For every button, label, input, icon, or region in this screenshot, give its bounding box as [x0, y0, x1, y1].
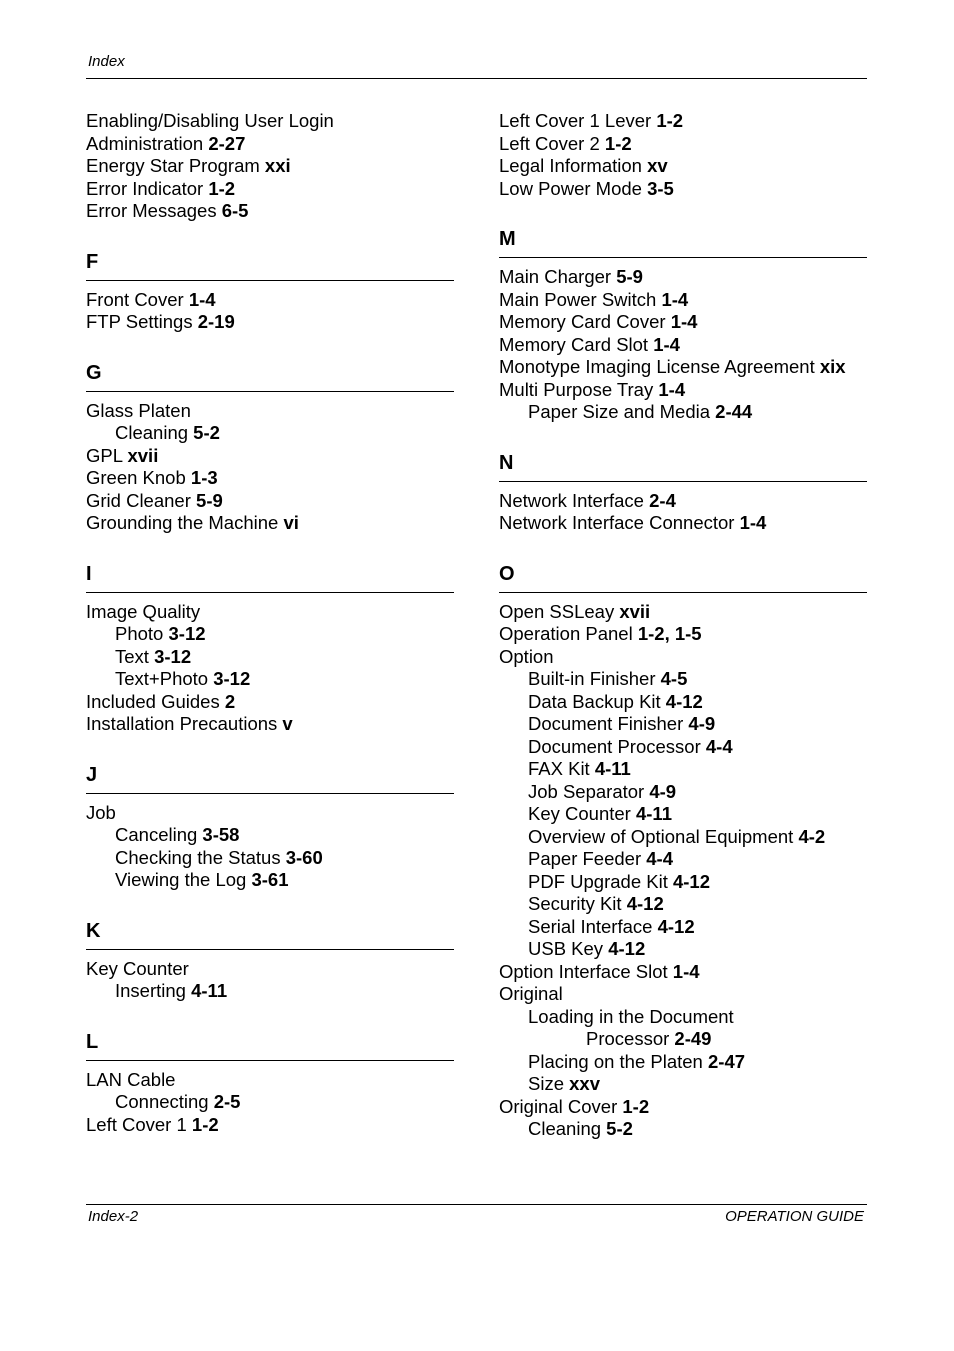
- index-entry: [86, 646, 454, 669]
- entry-term: Operation Panel: [499, 623, 633, 644]
- entry-page-ref: 1-3: [190, 467, 218, 488]
- entry-page-ref: 1-4: [672, 960, 700, 982]
- entry-page-ref: xv: [647, 155, 668, 176]
- entry-term: Connecting: [115, 1091, 209, 1112]
- index-entry: [86, 601, 454, 624]
- index-entry: [499, 356, 867, 379]
- entry-page-ref: 1-2: [208, 177, 236, 199]
- entry-term: Main Power Switch: [499, 288, 657, 310]
- entry-page-ref: 4-12: [626, 893, 664, 914]
- entry-term: Text: [115, 645, 149, 667]
- index-entry: [86, 445, 454, 468]
- section-letter: K: [86, 919, 454, 950]
- entry-page-ref: 4-11: [191, 980, 228, 1001]
- index-entry: [499, 736, 867, 759]
- entry-term: Photo: [115, 623, 164, 644]
- entry-term: USB Key: [528, 938, 604, 959]
- index-entry: [86, 1114, 454, 1137]
- entry-page-ref: 4-9: [649, 780, 677, 802]
- index-entry: [499, 334, 867, 357]
- index-section: [499, 562, 867, 1141]
- entry-page-ref: 2-5: [213, 1091, 241, 1112]
- entry-term: Glass Platen: [86, 399, 191, 421]
- entry-page-ref: xix: [819, 356, 846, 377]
- entry-term: GPL: [86, 444, 123, 466]
- index-entry: [499, 178, 867, 201]
- index-section: [86, 110, 454, 223]
- entry-page-ref: 4-12: [608, 938, 646, 959]
- index-entry: [499, 1006, 867, 1029]
- entry-term: Image Quality: [86, 600, 201, 622]
- entry-page-ref: 4-12: [665, 690, 703, 712]
- entry-term: Open SSLeay: [499, 600, 615, 622]
- entry-term: Original Cover: [499, 1095, 618, 1117]
- entry-term: Network Interface: [499, 489, 644, 511]
- entry-term: Serial Interface: [528, 915, 653, 937]
- entry-term: Key Counter: [86, 957, 189, 979]
- entry-page-ref: 1-4: [739, 512, 767, 533]
- entry-page-ref: 4-12: [657, 915, 695, 937]
- index-entry: [499, 1118, 867, 1141]
- index-section: [86, 1030, 454, 1137]
- entry-term: Built-in Finisher: [528, 668, 656, 689]
- section-letter: N: [499, 451, 867, 482]
- entry-term: Placing on the Platen: [528, 1050, 703, 1072]
- entry-page-ref: 2: [224, 690, 236, 712]
- entry-term: Administration: [86, 132, 204, 154]
- entry-term: Option: [499, 645, 554, 667]
- entry-page-ref: 4-9: [688, 713, 716, 734]
- entry-term: Left Cover 1 Lever: [499, 110, 652, 131]
- index-entry: [499, 266, 867, 289]
- entry-page-ref: 4-4: [646, 848, 674, 869]
- entry-page-ref: xvii: [619, 600, 651, 622]
- index-entry: [86, 133, 454, 156]
- section-letter: J: [86, 763, 454, 794]
- entry-page-ref: 4-11: [635, 803, 672, 824]
- entry-page-ref: 1-2: [622, 1095, 650, 1117]
- entry-term: Paper Size and Media: [528, 401, 711, 422]
- index-entry: [499, 691, 867, 714]
- index-entry: [499, 311, 867, 334]
- entry-page-ref: 1-2: [656, 110, 684, 131]
- entry-page-ref: 5-9: [616, 266, 643, 287]
- entry-page-ref: 2-19: [197, 311, 235, 332]
- header-rule: [86, 78, 867, 79]
- entry-term: PDF Upgrade Kit: [528, 870, 668, 892]
- entry-page-ref: 1-2: [191, 1113, 219, 1135]
- index-entry: [86, 802, 454, 825]
- index-entry: [499, 871, 867, 894]
- entry-page-ref: 2-27: [208, 132, 246, 154]
- section-letter: I: [86, 562, 454, 593]
- entry-term: Security Kit: [528, 893, 622, 914]
- entry-term: Original: [499, 983, 563, 1004]
- index-entry: [86, 311, 454, 334]
- index-section: [499, 227, 867, 424]
- index-entry: [86, 178, 454, 201]
- footer-page-number: Index-2: [88, 1208, 139, 1225]
- footer-rule: [86, 1204, 867, 1205]
- index-entry: [499, 601, 867, 624]
- index-entry: [499, 1028, 867, 1051]
- entry-page-ref: xvii: [127, 444, 159, 466]
- section-letter: M: [499, 227, 867, 258]
- entry-term: Processor: [586, 1028, 670, 1049]
- section-letter: G: [86, 361, 454, 392]
- entry-term: Error Messages: [86, 200, 217, 221]
- entry-term: Grounding the Machine: [86, 512, 279, 533]
- entry-page-ref: 1-4: [670, 311, 698, 332]
- index-entry: [499, 916, 867, 939]
- index-entry: [499, 401, 867, 424]
- index-entry: [499, 155, 867, 178]
- entry-term: Cleaning: [528, 1118, 602, 1139]
- entry-page-ref: 3-12: [154, 645, 192, 667]
- entry-term: Grid Cleaner: [86, 489, 191, 511]
- entry-page-ref: xxi: [264, 155, 291, 176]
- footer-guide-title: OPERATION GUIDE: [725, 1208, 864, 1225]
- entry-page-ref: 5-2: [606, 1118, 633, 1139]
- entry-term: Document Finisher: [528, 713, 684, 734]
- entry-term: Green Knob: [86, 467, 186, 488]
- section-letter: O: [499, 562, 867, 593]
- index-column-left: [86, 110, 454, 1136]
- index-entry: [86, 824, 454, 847]
- entry-page-ref: 4-5: [660, 668, 688, 689]
- entry-term: Text+Photo: [115, 668, 209, 689]
- index-section: [499, 110, 867, 200]
- entry-term: Key Counter: [528, 803, 631, 824]
- entry-page-ref: 3-12: [168, 623, 206, 644]
- index-entry: [86, 110, 454, 133]
- index-entry: [86, 1091, 454, 1114]
- index-entry: [499, 490, 867, 513]
- entry-term: Network Interface Connector: [499, 512, 735, 533]
- index-entry: [499, 848, 867, 871]
- entry-term: Main Charger: [499, 266, 612, 287]
- index-entry: [499, 1096, 867, 1119]
- index-entry: [499, 110, 867, 133]
- entry-page-ref: 3-58: [202, 824, 240, 845]
- index-entry: [86, 490, 454, 513]
- index-entry: [499, 983, 867, 1006]
- index-entry: [86, 512, 454, 535]
- entry-term: Energy Star Program: [86, 155, 260, 176]
- index-entry: [499, 668, 867, 691]
- index-entry: [499, 713, 867, 736]
- entry-term: Multi Purpose Tray: [499, 378, 654, 400]
- index-entry: [499, 1073, 867, 1096]
- entry-term: Checking the Status: [115, 846, 281, 868]
- index-entry: [499, 826, 867, 849]
- index-entry: [86, 155, 454, 178]
- entry-term: Loading in the Document: [528, 1005, 734, 1027]
- index-column-right: [499, 110, 867, 1141]
- index-entry: [499, 961, 867, 984]
- index-entry: [86, 289, 454, 312]
- index-section: [86, 361, 454, 535]
- entry-page-ref: 3-61: [251, 869, 289, 890]
- entry-term: Error Indicator: [86, 177, 204, 199]
- index-entry: [499, 803, 867, 826]
- index-entry: [86, 668, 454, 691]
- entry-term: Left Cover 1: [86, 1113, 187, 1135]
- entry-page-ref: 5-9: [196, 489, 223, 511]
- index-entry: [499, 379, 867, 402]
- entry-term: Low Power Mode: [499, 177, 642, 199]
- entry-term: FTP Settings: [86, 311, 193, 332]
- entry-page-ref: 2-47: [708, 1050, 746, 1072]
- index-entry: [499, 646, 867, 669]
- index-entry: [499, 1051, 867, 1074]
- index-entry: [86, 1069, 454, 1092]
- index-entry: [86, 847, 454, 870]
- entry-term: LAN Cable: [86, 1068, 176, 1090]
- index-entry: [86, 958, 454, 981]
- entry-term: Enabling/Disabling User Login: [86, 110, 334, 131]
- entry-term: Left Cover 2: [499, 132, 600, 154]
- entry-page-ref: 4-11: [594, 758, 631, 779]
- entry-page-ref: 3-60: [285, 846, 323, 868]
- section-letter: L: [86, 1030, 454, 1061]
- entry-page-ref: 4-12: [672, 870, 711, 892]
- entry-page-ref: 4-4: [705, 735, 733, 757]
- entry-term: Paper Feeder: [528, 848, 642, 869]
- entry-term: Memory Card Cover: [499, 311, 666, 332]
- index-entry: [499, 938, 867, 961]
- index-entry: [86, 869, 454, 892]
- entry-page-ref: 2-4: [649, 489, 676, 511]
- index-section: [86, 562, 454, 736]
- entry-page-ref: 1-4: [188, 288, 216, 310]
- entry-page-ref: 5-2: [193, 422, 220, 443]
- entry-term: Canceling: [115, 824, 198, 845]
- entry-term: Viewing the Log: [115, 869, 247, 890]
- entry-term: Inserting: [115, 980, 186, 1001]
- index-entry: [499, 289, 867, 312]
- entry-page-ref: 4-2: [798, 825, 826, 847]
- entry-term: FAX Kit: [528, 758, 590, 779]
- index-entry: [499, 133, 867, 156]
- index-entry: [86, 467, 454, 490]
- entry-term: Data Backup Kit: [528, 690, 661, 712]
- entry-term: Document Processor: [528, 735, 701, 757]
- entry-page-ref: xxv: [569, 1073, 601, 1094]
- entry-term: Included Guides: [86, 690, 220, 712]
- entry-page-ref: v: [282, 713, 293, 734]
- entry-page-ref: 1-4: [658, 378, 686, 400]
- entry-page-ref: 1-2, 1-5: [637, 623, 702, 644]
- entry-page-ref: vi: [283, 512, 299, 533]
- entry-term: Overview of Optional Equipment: [528, 825, 794, 847]
- entry-page-ref: 2-44: [715, 401, 753, 422]
- entry-page-ref: 1-4: [661, 288, 689, 310]
- index-entry: [499, 893, 867, 916]
- entry-term: Job: [86, 801, 116, 823]
- index-entry: [86, 691, 454, 714]
- entry-page-ref: 1-4: [653, 333, 680, 355]
- index-entry: [86, 980, 454, 1003]
- running-header: Index: [88, 53, 125, 70]
- entry-page-ref: 3-12: [213, 668, 251, 689]
- index-entry: [86, 623, 454, 646]
- entry-page-ref: 2-49: [674, 1028, 712, 1049]
- entry-term: Legal Information: [499, 155, 642, 176]
- index-section: [86, 250, 454, 334]
- entry-term: Size: [528, 1073, 564, 1094]
- entry-page-ref: 1-2: [604, 132, 632, 154]
- entry-term: Installation Precautions: [86, 713, 278, 734]
- index-section: [499, 451, 867, 535]
- index-entry: [86, 400, 454, 423]
- entry-term: Front Cover: [86, 288, 184, 310]
- index-section: [86, 763, 454, 892]
- index-entry: [499, 758, 867, 781]
- entry-term: Memory Card Slot: [499, 333, 649, 355]
- entry-term: Monotype Imaging License Agreement: [499, 356, 815, 377]
- index-entry: [499, 623, 867, 646]
- index-entry: [499, 512, 867, 535]
- section-letter: F: [86, 250, 454, 281]
- entry-term: Cleaning: [115, 422, 189, 443]
- index-entry: [499, 781, 867, 804]
- index-entry: [86, 200, 454, 223]
- index-entry: [86, 713, 454, 736]
- entry-term: Option Interface Slot: [499, 960, 668, 982]
- entry-page-ref: 6-5: [221, 200, 249, 221]
- index-entry: [86, 422, 454, 445]
- index-section: [86, 919, 454, 1003]
- entry-page-ref: 3-5: [647, 177, 674, 199]
- entry-term: Job Separator: [528, 780, 645, 802]
